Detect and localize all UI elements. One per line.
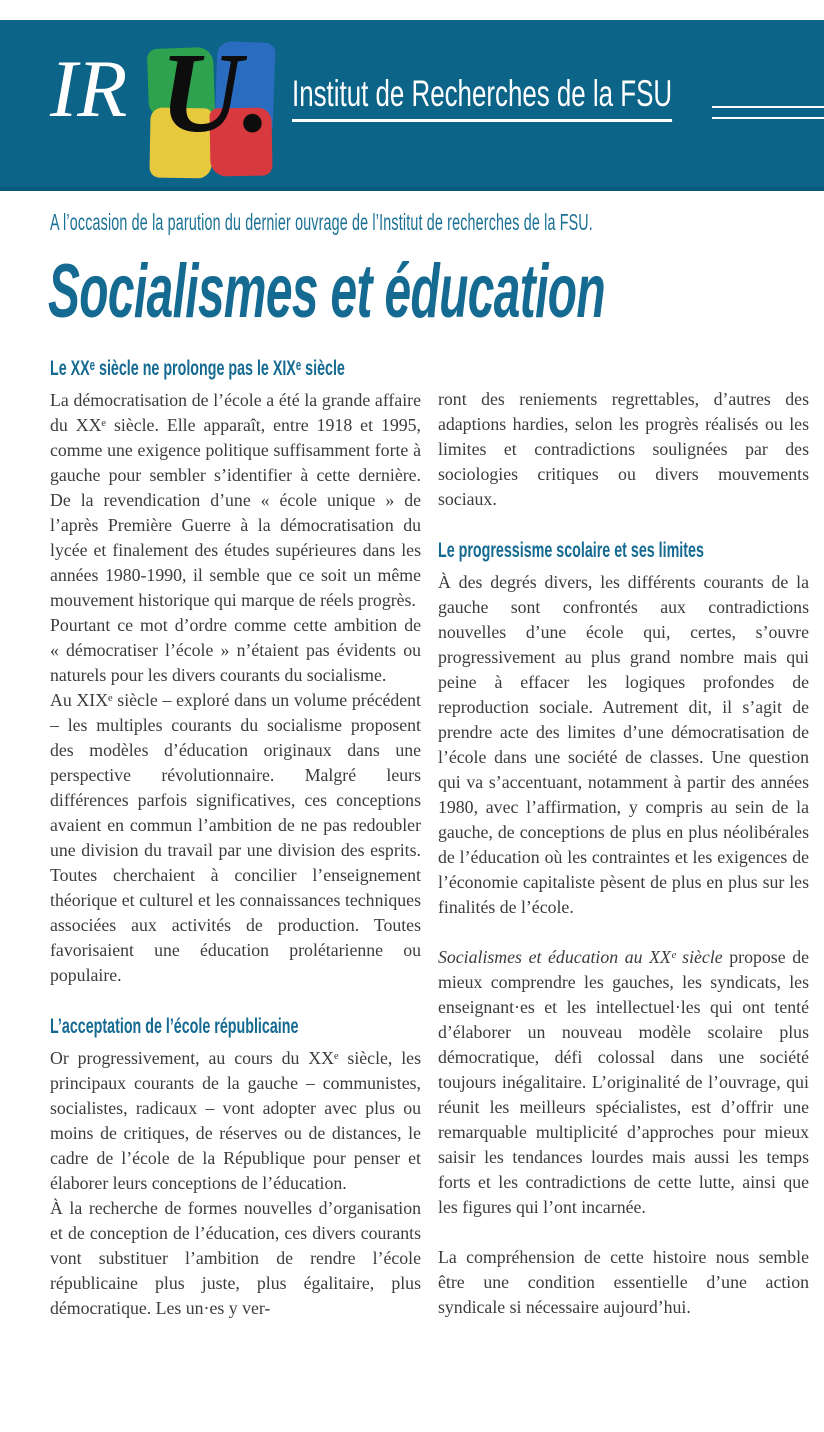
paragraph: À des degrés divers, les différents courants de la gauche sont confrontés aux contradictions nouvelles d’une école qui, certes, s’ouvre progressivement au plus grand nombre mais qui peine à effacer les logiques profondes de reproduction sociale. Autrement dit, il s’agit de prendre acte des limites d’une démocratisation de l’école dans une société de classes. Une question qui va s’accentuant, notamment à partir des années 1980, avec l’affirmation, y compris au sein de la gauche, de conceptions de plus en plus néolibérales de l’éducation où les contraintes et les exigences de l’économie capitaliste pèsent de plus en plus sur les finalités de l’école. [438,571,809,917]
page-title: Socialismes et éducation [48,248,605,334]
section-heading-3: Le progressisme scolaire et ses limites [438,538,704,562]
paragraph: La démocratisation de l’école a été la grande affaire du XXᵉ siècle. Elle apparaît, entre 1918 et 1995, comme une exigence politique suffisamment forte à gauche pour sembler s’identifier à cette dernière. De la revendication d’une « école unique » de l’après Première Guerre à la démocratisation du lycée et finalement des études supérieures dans les années 1980-1990, il semble que ce soit un même mouvement historique qui marque de réels progrès. [50,389,421,610]
fsu-logo [148,29,276,180]
paragraph: Pourtant ce mot d’ordre comme cette ambition de « démocratiser l’école » n’étaient pas évidents ou naturels pour les divers courants du socialisme. [50,614,421,685]
article-body [50,356,809,1409]
paragraph: À la recherche de formes nouvelles d’organisation et de conception de l’éducation, ces divers courants vont substituer l’ambition de rendre l’école républicaine plus juste, plus égalitaire, plus démocratique. Les un·es y ver- [50,1198,421,1319]
page [0,20,824,1409]
section-heading-2: L’acceptation de l’école républicaine [50,1014,299,1038]
section-heading-1: Le XXᵉ siècle ne prolonge pas le XIXᵉ siècle [50,356,345,380]
left-column [50,356,421,1409]
header-banner [0,20,824,191]
paragraph-text: propose de mieux comprendre les gauches, les syndicats, les enseignant·es et les intellectuel·les qui ont tenté d’élaborer un nouveau modèle scolaire plus démocratique, défi colossal dans une société toujours inégalitaire. L’originalité de l’ouvrage, qui réunit les meilleurs spécialistes, est d’offrir une remarquable multiplicité d’approches pour mieux saisir les tendances lourdes mais aussi les temps forts et les contradictions de cette lutte, ainsi que les figures qui l’ont incarnée. [438,946,809,1217]
paragraph [438,945,809,1220]
paragraph: ront des reniements regrettables, d’autres des adaptions hardies, selon les progrès réalisés ou les limites et contradictions soulignées par des sociologies critiques ou divers mouvements sociaux. [438,388,809,509]
fsu-u-letter: U. [160,29,271,156]
paragraph: Au XIXᵉ siècle – exploré dans un volume précédent – les multiples courants du socialisme proposent des modèles d’éducation originaux dans une perspective révolutionnaire. Malgré leurs différences parfois significatives, ces conceptions avaient en commun l’ambition de ne pas redoubler une division du travail par une division des esprits. Toutes cherchaient à concilier l’enseignement théorique et culturel et les connaissances techniques associées aux activités de production. Toutes favorisaient une éducation prolétarienne ou populaire. [50,689,421,985]
paragraph: La compréhension de cette histoire nous semble être une condition essentielle d’une action syndicale si nécessaire aujourd’hui. [438,1246,809,1317]
ir-logo-text: IR [50,43,128,134]
org-name: Institut de Recherches de la FSU [292,74,672,122]
book-title: Socialismes et éducation au XXᵉ siècle [438,946,723,967]
tagline: A l’occasion de la parution du dernier ouvrage de l’Institut de recherches de la FSU. [50,209,593,235]
right-column [438,356,809,1409]
double-rule-line [712,106,824,119]
paragraph: Or progressivement, au cours du XXᵉ siècle, les principaux courants de la gauche – communistes, socialistes, radicaux – vont adopter avec plus ou moins de critiques, de réserves ou de distances, le cadre de l’école de la République pour penser et élaborer leurs conceptions de l’éducation. [50,1048,421,1194]
